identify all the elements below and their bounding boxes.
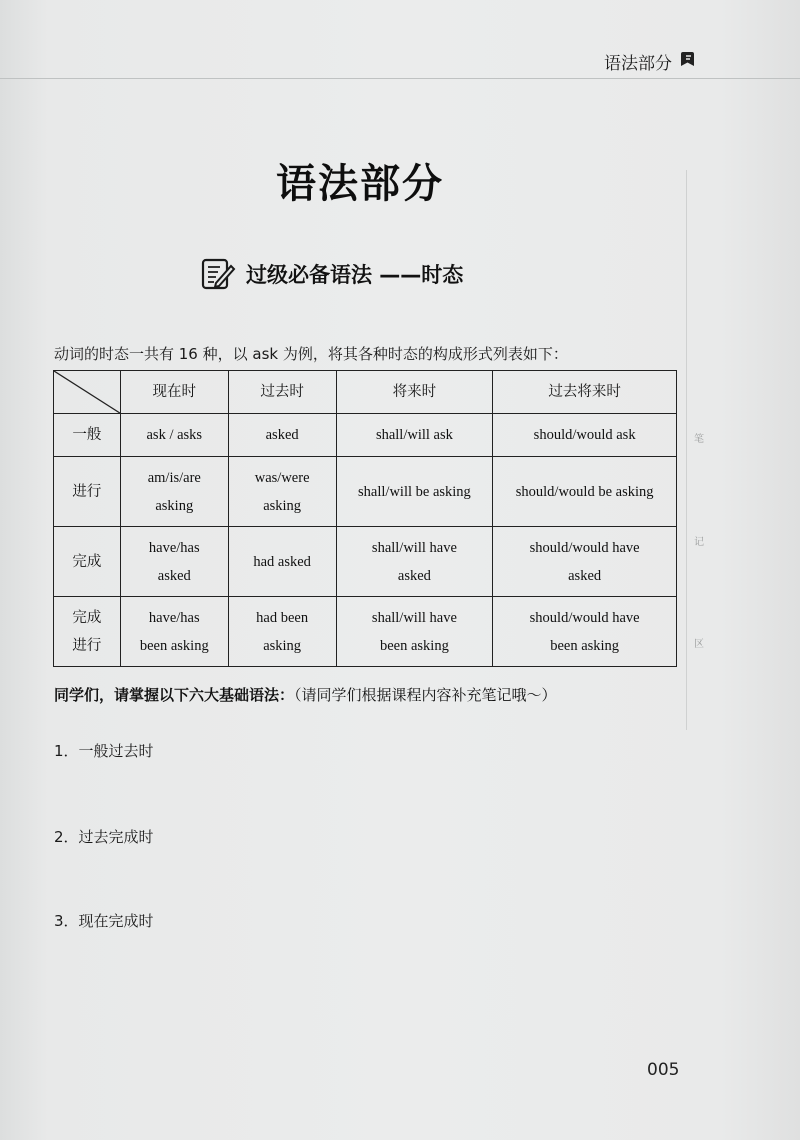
row-header: 进行	[54, 457, 121, 527]
section-title: 过级必备语法 ——时态	[246, 263, 464, 287]
table-cell: should/would be asking	[493, 457, 677, 527]
table-cell: have/has asked	[120, 527, 228, 597]
margin-divider	[686, 170, 687, 730]
study-note-bold: 同学们，请掌握以下六大基础语法：	[54, 686, 295, 704]
row-header: 完成	[54, 527, 121, 597]
list-item: 2．过去完成时	[54, 828, 154, 846]
intro-text: 动词的时态一共有 16 种，以 ask 为例，将其各种时态的构成形式列表如下：	[54, 345, 568, 363]
page-number: 005	[647, 1060, 680, 1080]
table-header-row	[54, 371, 677, 414]
table-row	[54, 457, 677, 527]
notebook-pen-icon	[200, 256, 236, 292]
tense-table	[53, 370, 677, 667]
margin-note: 区	[694, 639, 704, 650]
running-title: 语法部分	[604, 54, 672, 74]
table-row	[54, 414, 677, 457]
column-header: 过去时	[228, 371, 336, 414]
table-row	[54, 527, 677, 597]
chapter-title: 语法部分	[276, 161, 444, 207]
table-cell: was/were asking	[228, 457, 336, 527]
table-cell: shall/will ask	[336, 414, 493, 457]
table-cell: shall/will be asking	[336, 457, 493, 527]
table-cell: should/would have been asking	[493, 597, 677, 667]
table-cell: am/is/are asking	[120, 457, 228, 527]
table-row	[54, 597, 677, 667]
column-header: 过去将来时	[493, 371, 677, 414]
table-cell: asked	[228, 414, 336, 457]
corner-cell	[54, 371, 121, 414]
bookmark-icon	[680, 50, 696, 68]
column-header: 将来时	[336, 371, 493, 414]
row-header: 完成 进行	[54, 597, 121, 667]
study-note	[54, 684, 557, 705]
table-cell: had been asking	[228, 597, 336, 667]
margin-note: 笔	[694, 434, 704, 445]
table-cell: shall/will have asked	[336, 527, 493, 597]
table-cell: ask / asks	[120, 414, 228, 457]
column-header: 现在时	[120, 371, 228, 414]
list-item: 1．一般过去时	[54, 742, 154, 760]
row-header: 一般	[54, 414, 121, 457]
study-note-hint: （请同学们根据课程内容补充笔记哦～）	[294, 686, 557, 704]
list-item: 3．现在完成时	[54, 912, 154, 930]
table-cell: have/has been asking	[120, 597, 228, 667]
margin-note: 记	[694, 537, 704, 548]
section-heading	[200, 254, 463, 294]
table-cell: should/would ask	[493, 414, 677, 457]
table-cell: shall/will have been asking	[336, 597, 493, 667]
table-cell: had asked	[228, 527, 336, 597]
header-rule	[0, 78, 800, 79]
table-cell: should/would have asked	[493, 527, 677, 597]
